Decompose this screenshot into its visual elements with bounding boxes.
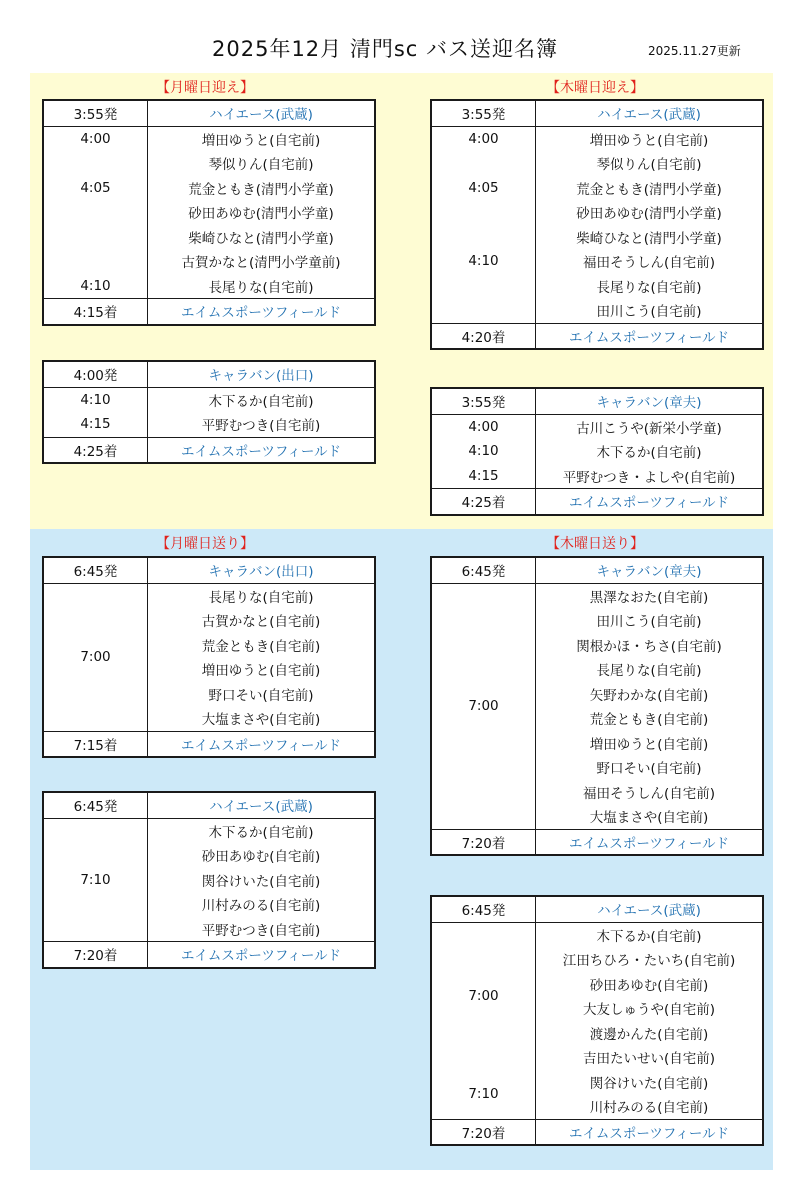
departure-time: 3:55発 bbox=[431, 388, 536, 414]
rider-name: 柴崎ひなと(清門小学童) bbox=[188, 230, 334, 247]
schedule-row bbox=[431, 298, 763, 323]
rider-name: 木下るか(自宅前) bbox=[208, 824, 314, 841]
route-thursday-dropoff-caravan bbox=[430, 556, 764, 856]
departure-time: 3:55発 bbox=[431, 100, 536, 126]
stop-time bbox=[431, 151, 536, 176]
rider-name: 野口そい(自宅前) bbox=[208, 687, 314, 704]
section-title-monday-pickup: 【月曜日迎え】 bbox=[156, 80, 254, 96]
vehicle-name: ハイエース(武蔵) bbox=[148, 100, 376, 126]
departure-time: 6:45発 bbox=[43, 792, 148, 818]
rider-name: 木下るか(自宅前) bbox=[596, 928, 702, 945]
rider-name: 吉田たいせい(自宅前) bbox=[582, 1051, 716, 1068]
schedule-row bbox=[431, 126, 763, 151]
page-title: 2025年12月 清門sc バス送迎名簿 bbox=[212, 37, 559, 61]
rider-name: 田川こう(自宅前) bbox=[596, 304, 702, 321]
stop-time: 4:00 bbox=[43, 126, 148, 151]
rider-name: 増田ゆうと(自宅前) bbox=[201, 132, 321, 149]
schedule-row bbox=[43, 126, 375, 151]
departure-time: 3:55発 bbox=[43, 100, 148, 126]
schedule-row bbox=[43, 200, 375, 225]
rider-name: 関根かほ・ちさ(自宅前) bbox=[576, 638, 722, 655]
updated-date: 2025.11.27更新 bbox=[648, 44, 741, 58]
schedule-row bbox=[431, 414, 763, 439]
arrival-time: 7:20着 bbox=[43, 942, 148, 968]
vehicle-name: キャラバン(章夫) bbox=[536, 388, 764, 414]
schedule-row bbox=[431, 151, 763, 176]
rider-name: 古賀かなと(清門小学童前) bbox=[181, 255, 341, 272]
stop-time: 7:00 bbox=[43, 583, 148, 731]
rider-name: 琴似りん(自宅前) bbox=[208, 157, 314, 174]
schedule-row bbox=[431, 176, 763, 201]
stop-time: 7:00 bbox=[431, 922, 536, 1070]
arrival-time: 4:20着 bbox=[431, 323, 536, 349]
rider-name: 荒金ともき(自宅前) bbox=[589, 712, 709, 729]
rider-name: 増田ゆうと(自宅前) bbox=[589, 132, 709, 149]
stop-time: 4:05 bbox=[43, 176, 148, 201]
stop-time bbox=[431, 274, 536, 299]
schedule-row bbox=[431, 249, 763, 274]
stop-time: 4:10 bbox=[43, 387, 148, 412]
rider-name: 荒金ともき(自宅前) bbox=[201, 638, 321, 655]
rider-name: 古川こうや(新栄小学童) bbox=[576, 420, 722, 437]
rider-name: 関谷けいた(自宅前) bbox=[589, 1075, 709, 1092]
schedule-row bbox=[431, 439, 763, 464]
rider-name: 木下るか(自宅前) bbox=[596, 445, 702, 462]
rider-name: 平野むつき(自宅前) bbox=[201, 922, 321, 939]
schedule-row bbox=[43, 176, 375, 201]
route-monday-dropoff-hiace bbox=[42, 791, 376, 969]
section-title-monday-dropoff: 【月曜日送り】 bbox=[156, 536, 254, 552]
rider-name: 川村みのる(自宅前) bbox=[201, 898, 321, 915]
destination: エイムスポーツフィールド bbox=[148, 299, 376, 325]
rider-name: 大友しゅうや(自宅前) bbox=[582, 1002, 716, 1019]
vehicle-name: ハイエース(武蔵) bbox=[148, 792, 376, 818]
stop-time bbox=[431, 200, 536, 225]
destination: エイムスポーツフィールド bbox=[536, 489, 764, 515]
stop-time: 4:00 bbox=[431, 414, 536, 439]
departure-time: 6:45発 bbox=[431, 557, 536, 583]
route-monday-pickup-caravan bbox=[42, 360, 376, 464]
stop-time bbox=[43, 225, 148, 250]
rider-name: 田川こう(自宅前) bbox=[596, 614, 702, 631]
stop-time bbox=[43, 249, 148, 274]
rider-name: 砂田あゆむ(清門小学童) bbox=[188, 206, 334, 223]
rider-name: 長尾りな(自宅前) bbox=[596, 663, 702, 680]
rider-name: 矢野わかな(自宅前) bbox=[589, 687, 709, 704]
destination: エイムスポーツフィールド bbox=[148, 731, 376, 757]
route-thursday-pickup-hiace bbox=[430, 99, 764, 350]
vehicle-name: ハイエース(武蔵) bbox=[536, 896, 764, 922]
schedule-row bbox=[43, 249, 375, 274]
stop-time bbox=[43, 200, 148, 225]
rider-name: 増田ゆうと(自宅前) bbox=[201, 663, 321, 680]
schedule-row bbox=[431, 274, 763, 299]
destination: エイムスポーツフィールド bbox=[148, 437, 376, 463]
stop-time: 4:10 bbox=[43, 274, 148, 299]
departure-time: 6:45発 bbox=[431, 896, 536, 922]
stop-time: 4:15 bbox=[431, 464, 536, 489]
stop-time: 4:00 bbox=[431, 126, 536, 151]
rider-name: 大塩まさや(自宅前) bbox=[589, 810, 709, 827]
rider-name: 荒金ともき(清門小学童) bbox=[188, 181, 334, 198]
rider-name: 関谷けいた(自宅前) bbox=[201, 873, 321, 890]
rider-name: 砂田あゆむ(清門小学童) bbox=[576, 206, 722, 223]
rider-name: 長尾りな(自宅前) bbox=[208, 279, 314, 296]
arrival-time: 4:15着 bbox=[43, 299, 148, 325]
stop-time bbox=[431, 225, 536, 250]
destination: エイムスポーツフィールド bbox=[536, 1119, 764, 1145]
stop-time: 7:00 bbox=[431, 583, 536, 829]
rider-name: 野口そい(自宅前) bbox=[596, 761, 702, 778]
schedule-row bbox=[43, 818, 375, 843]
destination: エイムスポーツフィールド bbox=[536, 829, 764, 855]
destination: エイムスポーツフィールド bbox=[536, 323, 764, 349]
schedule-row bbox=[43, 151, 375, 176]
destination: エイムスポーツフィールド bbox=[148, 942, 376, 968]
schedule-row bbox=[431, 225, 763, 250]
schedule-row bbox=[43, 274, 375, 299]
rider-name: 古賀かなと(自宅前) bbox=[201, 614, 321, 631]
schedule-row bbox=[43, 387, 375, 412]
schedule-row bbox=[431, 922, 763, 947]
vehicle-name: キャラバン(出口) bbox=[148, 557, 376, 583]
rider-name: 福田そうしん(自宅前) bbox=[582, 785, 716, 802]
rider-name: 砂田あゆむ(自宅前) bbox=[589, 977, 709, 994]
rider-name: 川村みのる(自宅前) bbox=[589, 1100, 709, 1117]
stop-time: 7:10 bbox=[431, 1070, 536, 1120]
rider-name: 平野むつき・よしや(自宅前) bbox=[562, 469, 736, 486]
vehicle-name: キャラバン(章夫) bbox=[536, 557, 764, 583]
departure-time: 6:45発 bbox=[43, 557, 148, 583]
schedule-row bbox=[43, 225, 375, 250]
stop-time bbox=[431, 298, 536, 323]
arrival-time: 4:25着 bbox=[43, 437, 148, 463]
route-thursday-pickup-caravan bbox=[430, 387, 764, 516]
rider-name: 大塩まさや(自宅前) bbox=[201, 712, 321, 729]
stop-time: 7:10 bbox=[43, 818, 148, 942]
stop-time: 4:10 bbox=[431, 249, 536, 274]
rider-name: 木下るか(自宅前) bbox=[208, 393, 314, 410]
schedule-row bbox=[43, 412, 375, 437]
rider-name: 江田ちひろ・たいち(自宅前) bbox=[562, 953, 736, 970]
schedule-row bbox=[431, 1070, 763, 1095]
rider-name: 渡邊かんた(自宅前) bbox=[589, 1026, 709, 1043]
arrival-time: 4:25着 bbox=[431, 489, 536, 515]
arrival-time: 7:20着 bbox=[431, 829, 536, 855]
rider-name: 長尾りな(自宅前) bbox=[208, 589, 314, 606]
vehicle-name: キャラバン(出口) bbox=[148, 361, 376, 387]
rider-name: 荒金ともき(清門小学童) bbox=[576, 181, 722, 198]
section-title-thursday-dropoff: 【木曜日送り】 bbox=[546, 536, 644, 552]
stop-time: 4:10 bbox=[431, 439, 536, 464]
rider-name: 柴崎ひなと(清門小学童) bbox=[576, 230, 722, 247]
rider-name: 平野むつき(自宅前) bbox=[201, 418, 321, 435]
route-monday-dropoff-caravan bbox=[42, 556, 376, 758]
rider-name: 琴似りん(自宅前) bbox=[596, 157, 702, 174]
route-monday-pickup-hiace bbox=[42, 99, 376, 326]
rider-name: 福田そうしん(自宅前) bbox=[582, 255, 716, 272]
stop-time: 4:15 bbox=[43, 412, 148, 437]
section-title-thursday-pickup: 【木曜日迎え】 bbox=[546, 80, 644, 96]
schedule-row bbox=[431, 583, 763, 608]
rider-name: 黒澤なおた(自宅前) bbox=[589, 589, 709, 606]
schedule-row bbox=[431, 200, 763, 225]
rider-name: 長尾りな(自宅前) bbox=[596, 279, 702, 296]
schedule-row bbox=[43, 583, 375, 608]
stop-time: 4:05 bbox=[431, 176, 536, 201]
departure-time: 4:00発 bbox=[43, 361, 148, 387]
rider-name: 増田ゆうと(自宅前) bbox=[589, 736, 709, 753]
route-thursday-dropoff-hiace bbox=[430, 895, 764, 1146]
arrival-time: 7:15着 bbox=[43, 731, 148, 757]
arrival-time: 7:20着 bbox=[431, 1119, 536, 1145]
stop-time bbox=[43, 151, 148, 176]
schedule-row bbox=[431, 464, 763, 489]
vehicle-name: ハイエース(武蔵) bbox=[536, 100, 764, 126]
rider-name: 砂田あゆむ(自宅前) bbox=[201, 849, 321, 866]
